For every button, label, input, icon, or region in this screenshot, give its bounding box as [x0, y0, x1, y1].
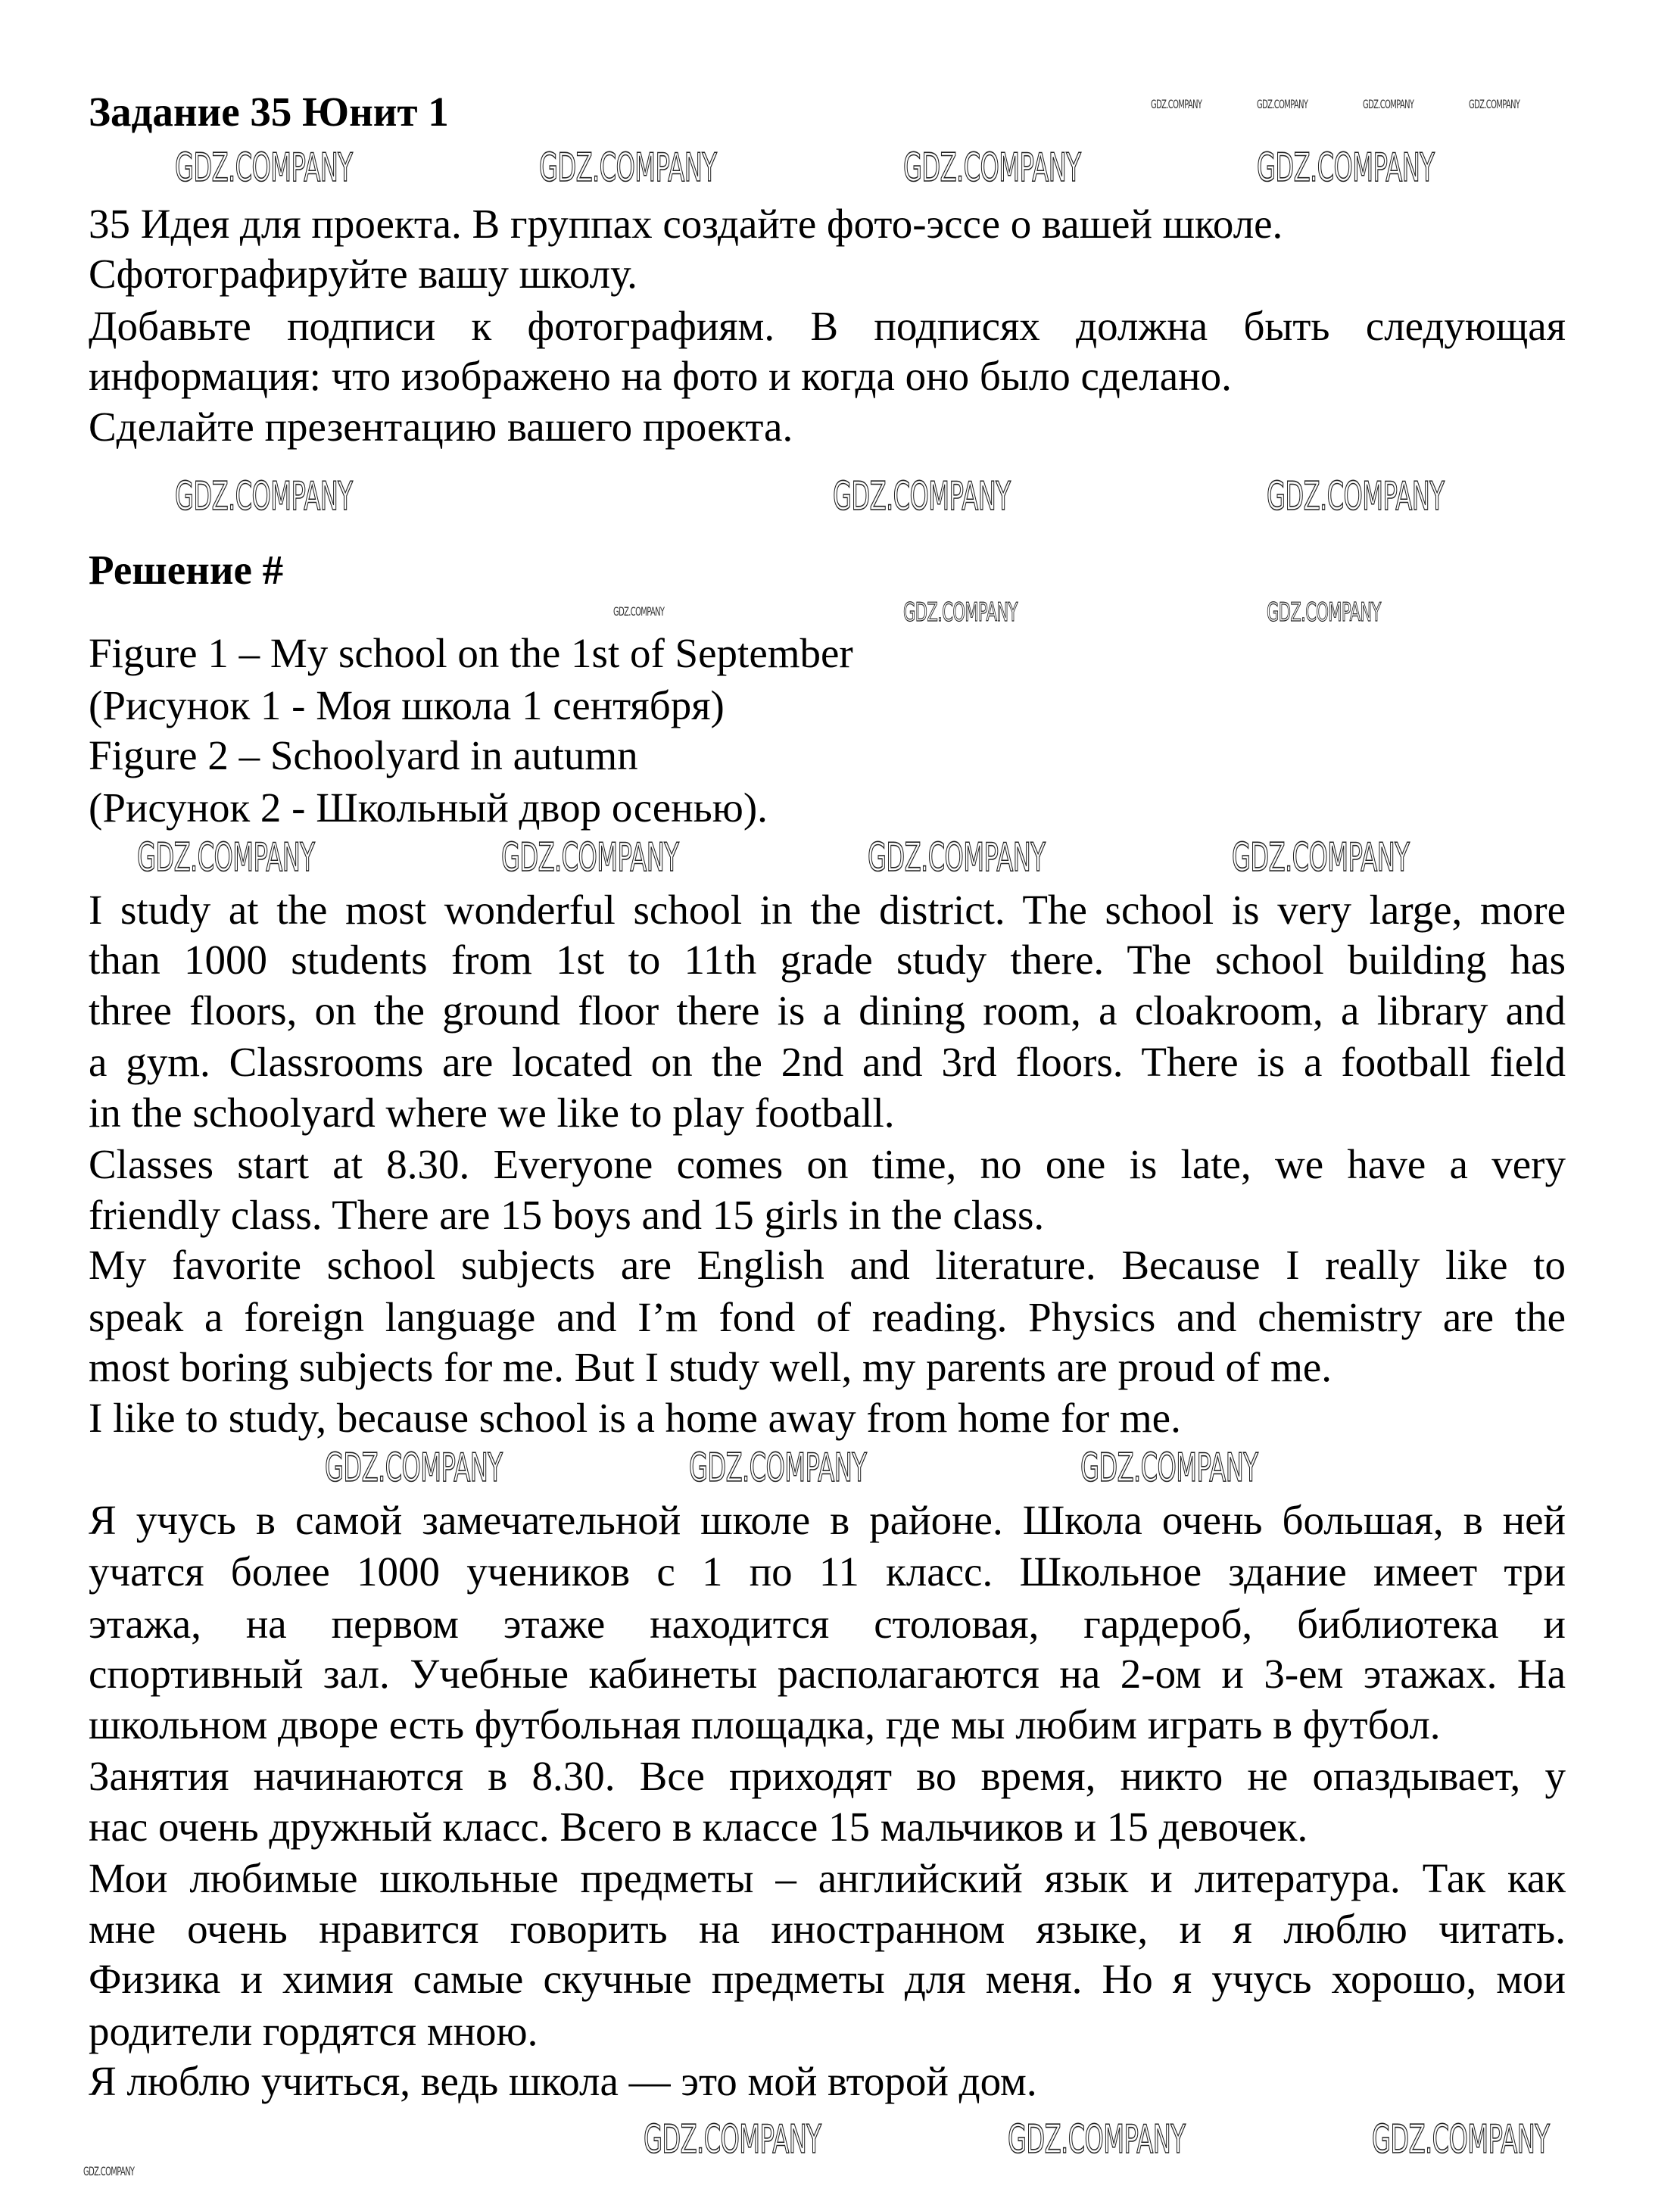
- watermark: GDZ.COMPANY: [833, 474, 1011, 519]
- russian-line: этажа, на первом этаже находится столовая, гардероб, библиотека и: [89, 1601, 1566, 1647]
- task-line: Добавьте подписи к фотографиям. В подписях должна быть следующая: [89, 303, 1566, 349]
- english-line: most boring subjects for me. But I study well, my parents are proud of me.: [89, 1344, 1332, 1390]
- watermark: GDZ.COMPANY: [644, 2117, 821, 2162]
- watermark: GDZ.COMPANY: [1008, 2117, 1186, 2162]
- english-line: My favorite school subjects are English and literature. Because I really like to: [89, 1242, 1566, 1288]
- english-line: speak a foreign language and I’m fond of reading. Physics and chemistry are the: [89, 1294, 1566, 1340]
- watermark: GDZ.COMPANY: [1080, 1445, 1258, 1491]
- figures-line: (Рисунок 1 - Моя школа 1 сентября): [89, 682, 725, 728]
- english-line: Classes start at 8.30. Everyone comes on time, no one is late, we have a very: [89, 1141, 1566, 1187]
- russian-line: родители гордятся мною.: [89, 2008, 538, 2054]
- watermark: GDZ.COMPANY: [83, 2164, 135, 2178]
- watermark: GDZ.COMPANY: [868, 835, 1046, 881]
- russian-line: нас очень дружный класс. Всего в классе 15 мальчиков и 15 девочек.: [89, 1804, 1308, 1850]
- watermark: GDZ.COMPANY: [175, 474, 353, 519]
- russian-line: Я люблю учиться, ведь школа — это мой второй дом.: [89, 2058, 1037, 2104]
- watermark: GDZ.COMPANY: [501, 835, 679, 881]
- watermark: GDZ.COMPANY: [1372, 2117, 1550, 2162]
- english-line: a gym. Classrooms are located on the 2nd and 3rd floors. There is a football field: [89, 1039, 1566, 1085]
- task-line: Сделайте презентацию вашего проекта.: [89, 404, 793, 450]
- figures-line: Figure 2 – Schoolyard in autumn: [89, 732, 638, 778]
- figures-line: (Рисунок 2 - Школьный двор осенью).: [89, 784, 768, 831]
- watermark: GDZ.COMPANY: [1257, 97, 1308, 111]
- task-line: информация: что изображено на фото и когда оно было сделано.: [89, 353, 1232, 399]
- watermark: GDZ.COMPANY: [325, 1445, 503, 1491]
- english-line: three floors, on the ground floor there is a dining room, a cloakroom, a library and: [89, 987, 1566, 1034]
- watermark: GDZ.COMPANY: [137, 835, 315, 881]
- task-title: Задание 35 Юнит 1: [89, 89, 449, 135]
- watermark: GDZ.COMPANY: [689, 1445, 867, 1491]
- russian-line: мне очень нравится говорить на иностранном языке, и я люблю читать.: [89, 1906, 1566, 1952]
- watermark: GDZ.COMPANY: [539, 145, 717, 191]
- watermark: GDZ.COMPANY: [175, 145, 353, 191]
- english-line: in the schoolyard where we like to play football.: [89, 1090, 895, 1136]
- watermark: GDZ.COMPANY: [1469, 97, 1520, 111]
- russian-line: Физика и химия самые скучные предметы для меня. Но я учусь хорошо, мои: [89, 1956, 1566, 2002]
- watermark: GDZ.COMPANY: [903, 145, 1081, 191]
- task-line: Сфотографируйте вашу школу.: [89, 251, 637, 297]
- russian-line: Мои любимые школьные предметы – английский язык и литература. Так как: [89, 1855, 1566, 1901]
- watermark: GDZ.COMPANY: [1267, 597, 1381, 628]
- solution-heading: Решение #: [89, 547, 284, 593]
- figures-line: Figure 1 – My school on the 1st of September: [89, 630, 853, 676]
- russian-line: Я учусь в самой замечательной школе в районе. Школа очень большая, в ней: [89, 1497, 1566, 1543]
- watermark: GDZ.COMPANY: [1267, 474, 1445, 519]
- english-line: than 1000 students from 1st to 11th grade study there. The school building has: [89, 937, 1566, 983]
- russian-line: спортивный зал. Учебные кабинеты располагаются на 2-ом и 3-ем этажах. На: [89, 1651, 1566, 1697]
- russian-line: Занятия начинаются в 8.30. Все приходят во время, никто не опаздывает, у: [89, 1753, 1566, 1799]
- english-line: I study at the most wonderful school in the district. The school is very large, more: [89, 887, 1566, 933]
- russian-line: учатся более 1000 учеников с 1 по 11 класс. Школьное здание имеет три: [89, 1548, 1566, 1595]
- english-line: friendly class. There are 15 boys and 15 girls in the class.: [89, 1192, 1045, 1238]
- english-line: I like to study, because school is a home away from home for me.: [89, 1395, 1181, 1441]
- watermark: GDZ.COMPANY: [1232, 835, 1410, 881]
- watermark: GDZ.COMPANY: [613, 604, 665, 619]
- watermark: GDZ.COMPANY: [1257, 145, 1435, 191]
- watermark: GDZ.COMPANY: [1363, 97, 1414, 111]
- task-line: 35 Идея для проекта. В группах создайте фото-эссе о вашей школе.: [89, 201, 1283, 247]
- watermark: GDZ.COMPANY: [903, 597, 1018, 628]
- russian-line: школьном дворе есть футбольная площадка, где мы любим играть в футбол.: [89, 1701, 1441, 1748]
- watermark: GDZ.COMPANY: [1151, 97, 1202, 111]
